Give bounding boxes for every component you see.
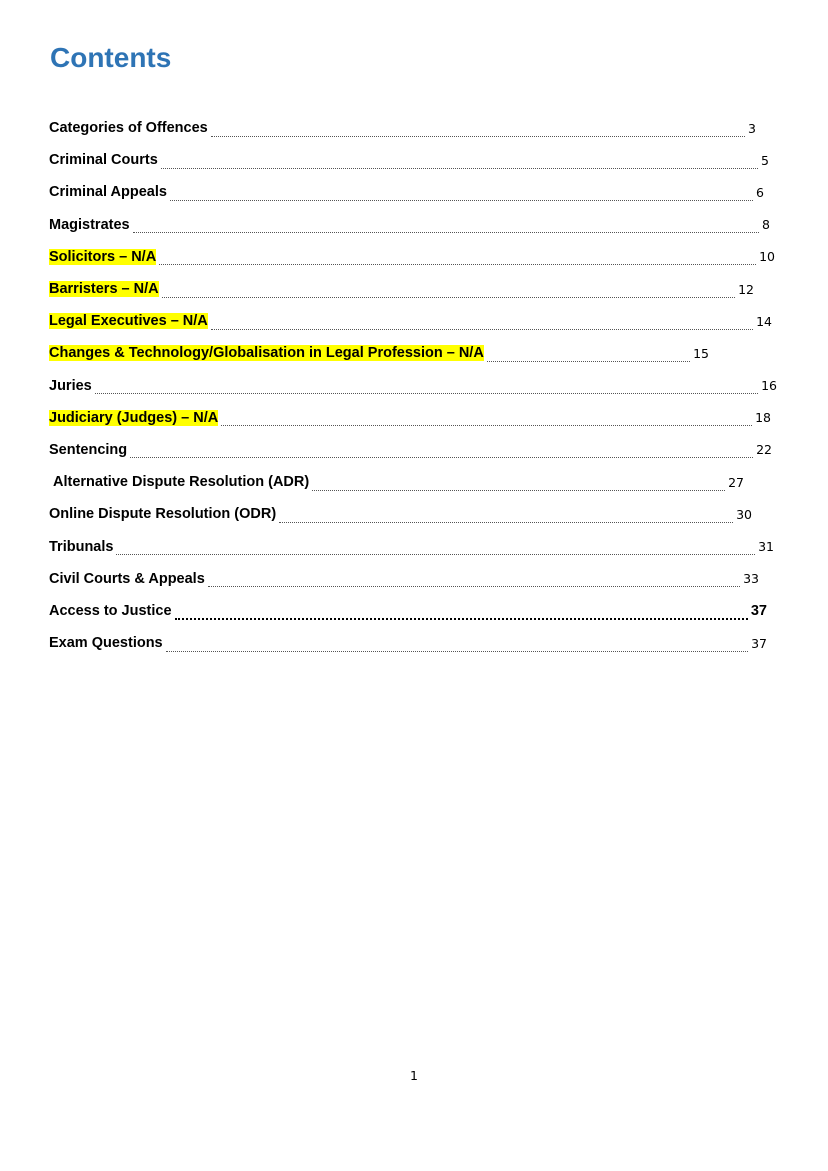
- toc-entry-barristers[interactable]: [49, 273, 754, 305]
- toc-page-number: 3: [748, 120, 756, 136]
- dot-leader: [116, 540, 755, 555]
- toc-entry-title: Access to Justice: [49, 602, 172, 619]
- toc-entry-exam-questions[interactable]: [49, 627, 767, 659]
- toc-entry-sentencing[interactable]: [49, 434, 772, 466]
- toc-page-number: 22: [756, 442, 772, 458]
- dot-leader: [133, 218, 759, 233]
- toc-entry-odr[interactable]: [49, 498, 752, 530]
- toc-entry-judiciary[interactable]: [49, 402, 771, 434]
- toc-entry-title: Tribunals: [49, 538, 114, 555]
- dot-leader: [208, 572, 740, 587]
- toc-entry-access-to-justice[interactable]: [49, 595, 767, 627]
- page-number: 1: [410, 1068, 418, 1083]
- toc-page-number: 8: [762, 217, 770, 233]
- dot-leader: [312, 476, 725, 491]
- dot-leader: [279, 508, 733, 523]
- toc-entry-magistrates[interactable]: [49, 209, 770, 241]
- toc-page-number: 5: [761, 152, 769, 168]
- toc-page-number: 10: [759, 249, 775, 265]
- toc-page-number: 31: [758, 539, 774, 555]
- dot-leader: [159, 250, 756, 265]
- toc-entry-categories-of-offences[interactable]: [49, 112, 756, 144]
- toc-entry-title: Criminal Courts: [49, 152, 158, 169]
- toc-entry-title: Online Dispute Resolution (ODR): [49, 506, 277, 523]
- toc-entry-adr[interactable]: [49, 466, 744, 498]
- toc-page-number: 18: [755, 410, 771, 426]
- dot-leader: [95, 379, 758, 394]
- toc-entry-title: Criminal Appeals: [49, 184, 167, 201]
- dot-leader: [170, 186, 753, 201]
- toc-page-number: 15: [693, 345, 709, 361]
- toc-entry-title: Judiciary (Judges) – N/A: [49, 409, 219, 426]
- toc-entry-changes-technology[interactable]: [49, 337, 709, 369]
- toc-entry-title: Barristers – N/A: [49, 281, 159, 298]
- dot-leader: [166, 637, 748, 652]
- toc-entry-criminal-courts[interactable]: [49, 144, 769, 176]
- dot-leader: [162, 283, 735, 298]
- toc-entry-title: Changes & Technology/Globalisation in Legal Profession – N/A: [49, 345, 484, 362]
- toc-entry-title: Exam Questions: [49, 635, 163, 652]
- toc-entry-title: Categories of Offences: [49, 120, 208, 137]
- table-of-contents: [49, 112, 789, 659]
- page-title: Contents: [50, 42, 172, 73]
- toc-entry-title: Solicitors – N/A: [49, 248, 157, 265]
- toc-entry-title: Sentencing: [49, 441, 128, 458]
- toc-page-number: 33: [743, 571, 759, 587]
- dot-leader: [161, 154, 758, 169]
- toc-entry-solicitors[interactable]: [49, 241, 775, 273]
- dot-leader: [221, 411, 752, 426]
- toc-entry-criminal-appeals[interactable]: [49, 176, 764, 208]
- toc-page-number: 37: [750, 602, 767, 619]
- dot-leader: [175, 604, 748, 620]
- toc-entry-title: Civil Courts & Appeals: [49, 570, 205, 587]
- toc-page-number: 12: [738, 281, 754, 297]
- toc-entry-juries[interactable]: [49, 370, 777, 402]
- toc-entry-title: Magistrates: [49, 216, 130, 233]
- toc-entry-title: Juries: [49, 377, 92, 394]
- dot-leader: [211, 315, 753, 330]
- dot-leader: [487, 347, 690, 362]
- dot-leader: [130, 443, 753, 458]
- dot-leader: [211, 122, 745, 137]
- toc-page-number: 14: [756, 313, 772, 329]
- toc-page-number: 6: [756, 184, 764, 200]
- toc-page-number: 16: [761, 378, 777, 394]
- toc-entry-civil-courts[interactable]: [49, 563, 759, 595]
- toc-entry-tribunals[interactable]: [49, 530, 774, 562]
- toc-entry-title: Alternative Dispute Resolution (ADR): [53, 474, 310, 491]
- toc-page-number: 37: [751, 635, 767, 651]
- toc-entry-title: Legal Executives – N/A: [49, 313, 208, 330]
- toc-page-number: 30: [736, 506, 752, 522]
- toc-page-number: 27: [728, 474, 744, 490]
- toc-entry-legal-executives[interactable]: [49, 305, 772, 337]
